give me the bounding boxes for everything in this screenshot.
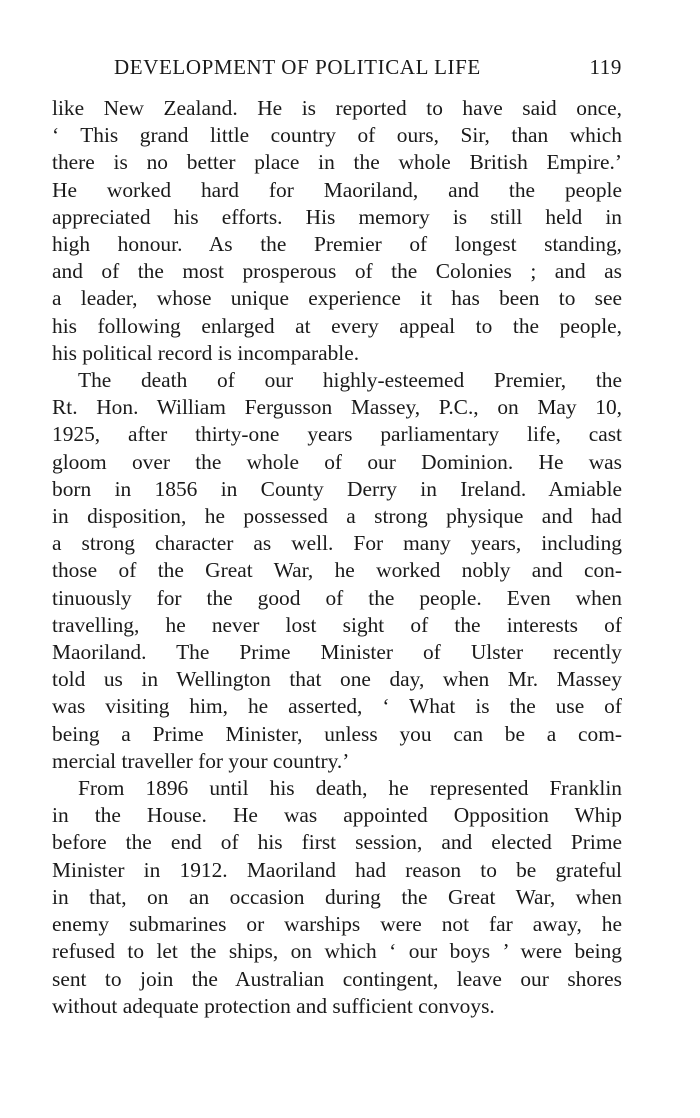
text-line: refused to let the ships, on which ‘ our boys ’ were being [52, 939, 622, 964]
text-line: there is no better place in the whole British Empire.’ [52, 150, 622, 175]
text-line: without adequate protection and sufficient convoys. [52, 993, 495, 1018]
text-line: ‘ This grand little country of ours, Sir, than which [52, 123, 622, 148]
text-line: He worked hard for Maoriland, and the people [52, 177, 622, 202]
text-line: in the House. He was appointed Opposition Whip [52, 803, 622, 828]
text-line: 1925, after thirty-one years parliamentary life, cast [52, 422, 622, 447]
text-line: From 1896 until his death, he represented Franklin [78, 776, 622, 801]
text-line: appreciated his efforts. His memory is still held in [52, 204, 622, 229]
paragraph-2 [52, 367, 622, 775]
paragraph-1 [52, 95, 622, 367]
text-line: before the end of his first session, and elected Prime [52, 830, 622, 855]
text-line: those of the Great War, he worked nobly and con- [52, 558, 622, 583]
text-line: a leader, whose unique experience it has been to see [52, 286, 622, 311]
text-line: mercial traveller for your country.’ [52, 748, 350, 773]
paragraph-3 [52, 775, 622, 1020]
text-line: Rt. Hon. William Fergusson Massey, P.C., on May 10, [52, 395, 622, 420]
book-page [52, 55, 622, 1020]
text-line: was visiting him, he asserted, ‘ What is the use of [52, 694, 622, 719]
text-line: gloom over the whole of our Dominion. He was [52, 449, 622, 474]
running-title: DEVELOPMENT OF POLITICAL LIFE [114, 55, 481, 79]
text-line: tinuously for the good of the people. Even when [52, 585, 622, 610]
text-line: and of the most prosperous of the Colonies ; and as [52, 259, 622, 284]
text-line: enemy submarines or warships were not far away, he [52, 912, 622, 937]
text-line: being a Prime Minister, unless you can be a com- [52, 721, 622, 746]
text-line: a strong character as well. For many years, including [52, 531, 622, 556]
text-line: travelling, he never lost sight of the interests of [52, 612, 622, 637]
text-line: high honour. As the Premier of longest standing, [52, 232, 622, 257]
page-number: 119 [589, 55, 622, 79]
text-line: his following enlarged at every appeal to the people, [52, 313, 622, 338]
text-line: told us in Wellington that one day, when Mr. Massey [52, 667, 622, 692]
text-line: his political record is incomparable. [52, 340, 360, 365]
text-line: in disposition, he possessed a strong physique and had [52, 504, 622, 529]
text-line: born in 1856 in County Derry in Ireland. Amiable [52, 476, 622, 501]
text-line: sent to join the Australian contingent, leave our shores [52, 966, 622, 991]
text-line: in that, on an occasion during the Great War, when [52, 884, 622, 909]
text-line: Minister in 1912. Maoriland had reason to be grateful [52, 857, 622, 882]
body-text [52, 95, 622, 1020]
running-head [52, 55, 622, 95]
text-line: like New Zealand. He is reported to have said once, [52, 96, 622, 120]
text-line: Maoriland. The Prime Minister of Ulster recently [52, 640, 622, 665]
text-line: The death of our highly-esteemed Premier, the [78, 368, 622, 393]
